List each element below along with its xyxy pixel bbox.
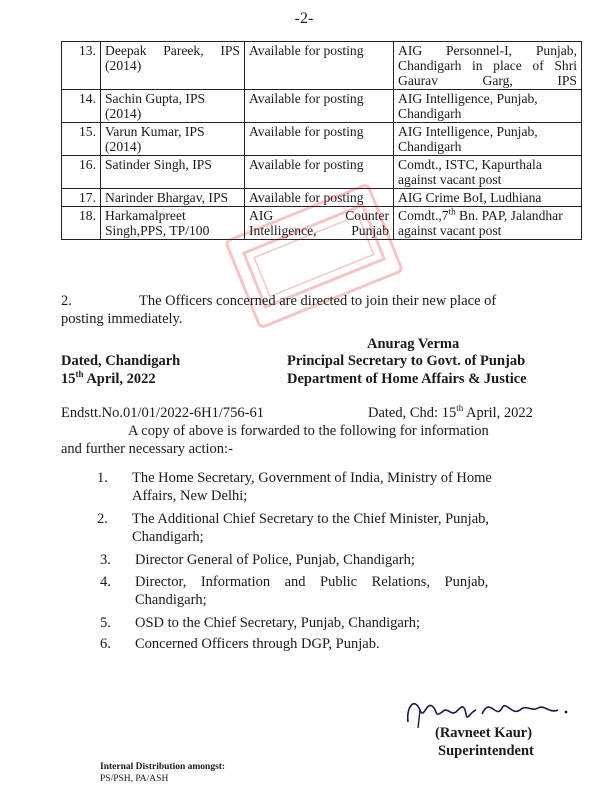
row-serial: 16. <box>62 156 101 189</box>
table-row <box>62 123 582 156</box>
row-current-status: AIG Counter Intelligence, Punjab <box>245 207 394 240</box>
row-officer-name: Varun Kumar, IPS (2014) <box>101 123 245 156</box>
row-serial: 15. <box>62 123 101 156</box>
recipient-line1: The Home Secretary, Government of India, Ministry of Home <box>132 470 492 486</box>
dated-date <box>61 371 156 388</box>
postings-table <box>61 41 582 240</box>
recipient-number: 4. <box>100 574 111 590</box>
endorsement-intro-line2: and further necessary action:- <box>61 441 233 457</box>
recipient-line1: Director, Information and Public Relations, Punjab, <box>135 574 489 590</box>
row-current-status: Available for posting <box>245 156 394 189</box>
row-serial: 13. <box>62 42 101 90</box>
table-row <box>62 156 582 189</box>
recipient-number: 2. <box>97 511 108 527</box>
row-new-posting: AIG Crime BoI, Ludhiana <box>394 189 582 207</box>
recipient-line1: OSD to the Chief Secretary, Punjab, Chandigarh; <box>135 615 420 631</box>
row-officer-name: Sachin Gupta, IPS (2014) <box>101 90 245 123</box>
row-current-status: Available for posting <box>245 42 394 90</box>
endorsement-date-month-year: April, 2022 <box>463 405 533 421</box>
row-serial: 18. <box>62 207 101 240</box>
internal-distribution-heading: Internal Distribution amongst: <box>100 762 226 772</box>
row-officer-name: Narinder Bhargav, IPS <box>101 189 245 207</box>
signoff-name: (Ravneet Kaur) <box>435 725 533 741</box>
row-new-posting <box>394 207 582 240</box>
recipient-item <box>97 470 587 510</box>
table-row <box>62 207 582 240</box>
row-officer-name: Harkamalpreet Singh,PPS, TP/100 <box>101 207 245 240</box>
recipient-number: 6. <box>100 636 111 652</box>
table-row <box>62 42 582 90</box>
signatory-name: Anurag Verma <box>367 336 460 352</box>
recipient-line2: Chandigarh; <box>132 529 204 545</box>
signatory-designation: Principal Secretary to Govt. of Punjab <box>287 353 526 369</box>
endorsement-number: Endstt.No.01/01/2022-6H1/756-61 <box>61 405 264 421</box>
recipient-item <box>97 511 587 551</box>
row-new-posting: AIG Intelligence, Punjab, Chandigarh <box>394 123 582 156</box>
row-new-posting: AIG Personnel-I, Punjab, Chandigarh in place of Shri Gaurav Garg, IPS <box>394 42 582 90</box>
endorsement-date-prefix: Dated, Chd: 15 <box>368 405 457 421</box>
row-new-posting: AIG Intelligence, Punjab, Chandigarh <box>394 90 582 123</box>
row-officer-name: Satinder Singh, IPS <box>101 156 245 189</box>
dated-day: 15 <box>61 371 76 387</box>
recipient-number: 1. <box>97 470 108 486</box>
posting-rest: Bn. PAP, Jalandhar against vacant post <box>398 208 563 238</box>
para2-line2: posting immediately. <box>61 311 183 327</box>
row-serial: 17. <box>62 189 101 207</box>
para2-number: 2. <box>61 293 72 309</box>
row-new-posting: Comdt., ISTC, Kapurthala against vacant post <box>394 156 582 189</box>
recipient-line2: Affairs, New Delhi; <box>132 488 248 504</box>
dated-month-year: April, 2022 <box>83 371 156 387</box>
page-number: -2- <box>294 10 314 27</box>
row-current-status: Available for posting <box>245 90 394 123</box>
endorsement-date-suffix: th <box>456 403 464 414</box>
posting-ordinal-suffix: th <box>448 206 456 217</box>
signatory-department: Department of Home Affairs & Justice <box>287 371 527 387</box>
table-row <box>62 90 582 123</box>
row-officer-name: Deepak Pareek, IPS (2014) <box>101 42 245 90</box>
row-current-status: Available for posting <box>245 123 394 156</box>
row-current-status: Available for posting <box>245 189 394 207</box>
recipient-item <box>100 574 590 614</box>
endorsement-intro-line1: A copy of above is forwarded to the following for information <box>128 423 489 439</box>
recipient-number: 5. <box>100 615 111 631</box>
recipient-number: 3. <box>100 552 111 568</box>
row-serial: 14. <box>62 90 101 123</box>
internal-distribution-list: PS/PSH, PA/ASH <box>100 774 169 784</box>
recipient-line2: Chandigarh; <box>135 592 207 608</box>
recipient-line1: Director General of Police, Punjab, Chandigarh; <box>135 552 415 568</box>
para2-line1: The Officers concerned are directed to join their new place of <box>139 293 497 309</box>
recipient-line1: The Additional Chief Secretary to the Chief Minister, Punjab, <box>132 511 490 527</box>
endorsement-date <box>368 405 533 422</box>
signoff-designation: Superintendent <box>438 743 534 759</box>
posting-prefix: Comdt.,7 <box>398 208 449 223</box>
recipient-item <box>100 636 590 676</box>
recipient-line1: Concerned Officers through DGP, Punjab. <box>135 636 380 652</box>
dated-place: Dated, Chandigarh <box>61 353 181 369</box>
dated-day-suffix: th <box>75 369 84 380</box>
table-row <box>62 189 582 207</box>
